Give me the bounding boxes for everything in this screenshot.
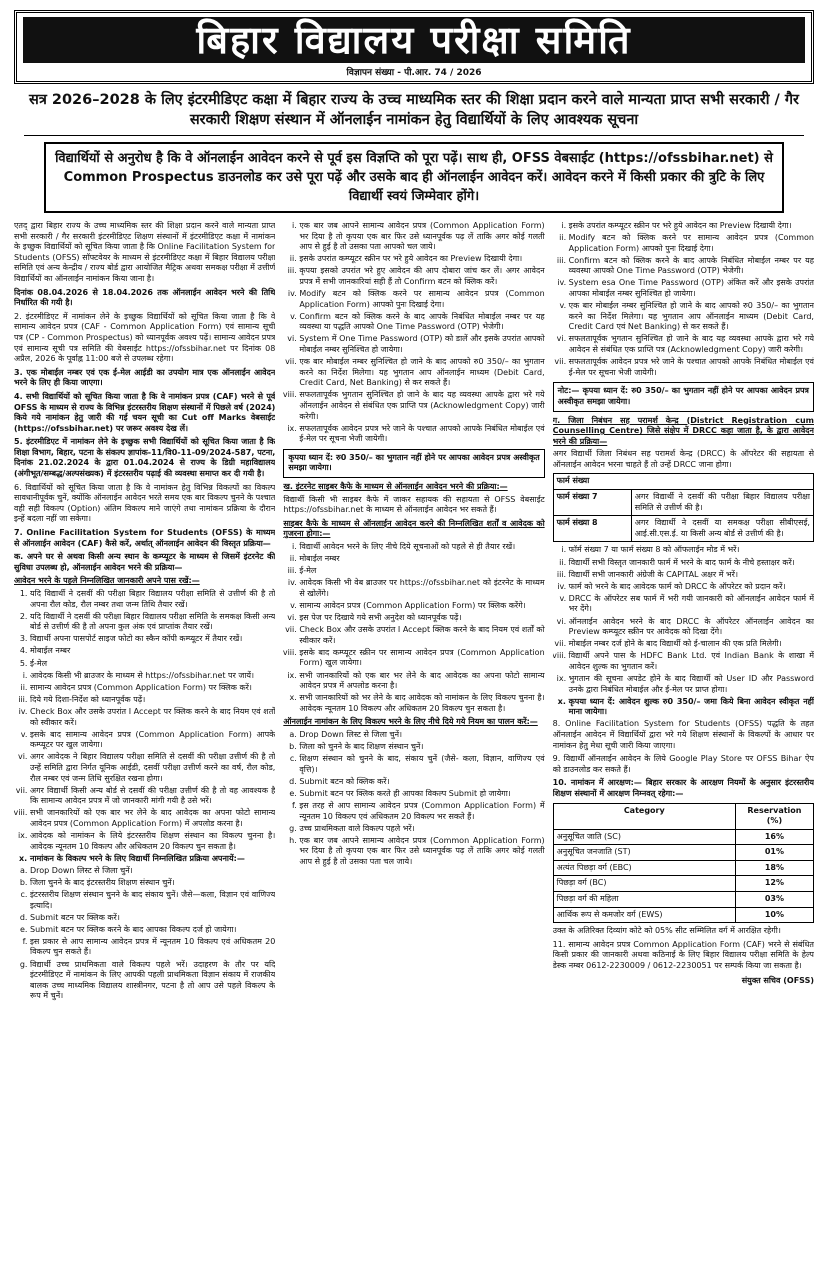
list-d xyxy=(283,221,544,445)
table-cell: आर्थिक रूप से कमजोर वर्ग (EWS) xyxy=(553,907,735,923)
list-item: iii. विद्यार्थी सभी जानकारी अंग्रेजी के CAPITAL अक्षर में भरें। xyxy=(569,570,814,581)
column-3 xyxy=(553,221,814,1249)
table-row xyxy=(553,829,813,845)
table-cell: 12% xyxy=(735,876,813,892)
section-heading-d: ऑनलाईन नामांकन के लिए विकल्प भरने के लिए नीचे दिये गये नियम का पालन करें:— xyxy=(283,717,538,727)
list-item: iv. Check Box और उसके उपरांत I Accept पर क्लिक करने के बाद नियम एवं शर्तों को स्वीकार करें। xyxy=(30,707,275,728)
table-row xyxy=(553,516,813,542)
list-h xyxy=(553,545,814,717)
form-number-table xyxy=(553,473,814,542)
board-title: बिहार विद्यालय परीक्षा समिति xyxy=(23,17,805,63)
signature: संयुक्त सचिव (OFSS) xyxy=(741,975,814,985)
list-item: ix. सफलतापूर्वक आवेदन प्रपत्र भरे जाने के पश्चात आपको आपके निबंधित मोबाईल एवं ई-मेल पर सूचना भेजी जायेगी। xyxy=(299,424,544,445)
table-row xyxy=(553,490,813,516)
list-item: h. एक बार जब आपने सामान्य आवेदन प्रपत्र (Common Application Form) भर दिया है तो कृपया एक बार फिर उसे ध्यानपूर्वक पढ़ लें ताकि अगर कोई गलती आप से हुई है तो उसका पता चल जाये। xyxy=(299,836,544,868)
payment-note-box: कृपया ध्यान दें: रु0 350/– का भुगतान नहीं होने पर आपका आवेदन प्रपत्र अस्वीकृत समझा जायेगा। xyxy=(283,449,544,478)
table-cell: 16% xyxy=(735,829,813,845)
list-item: vii. सफलतापूर्वक आवेदन प्रपत्र भरे जाने के पश्चात आपको आपके निबंधित मोबाईल एवं ई-मेल पर सूचना भेजी जायेगी। xyxy=(569,357,814,378)
table-cell: 10% xyxy=(735,907,813,923)
list-b xyxy=(14,671,275,865)
paragraph-11: 11. सामान्य आवेदन प्रपत्र Common Application Form (CAF) भरने से संबंधित किसी प्रकार की जानकारी अथवा कठिनाई के लिए बिहार विद्यालय परीक्षा समिति के हेल्प डेस्क नम्बर 0612-2230009 / 0612-2230051 पर सम्पर्क किया जा सकता है। xyxy=(552,939,814,971)
table-row xyxy=(553,907,813,923)
list-item: vii. मोबाईल नम्बर दर्ज होने के बाद विद्यार्थी को ई-चालान की एक प्रति मिलेगी। xyxy=(569,639,814,650)
list-item: i. इसके उपरांत कम्प्यूटर स्क्रीन पर भरे हुये आवेदन का Preview दिखायी देगा। xyxy=(569,221,814,232)
section-heading-e: ग. जिला निबंधन सह परामर्श केन्द्र (District Registration cum Counselling Centre) जिसे संक्षेप में DRCC कहा जाता है, के द्वारा आवेदन भरने की प्रक्रिया— xyxy=(552,415,814,446)
reservation-note: उक्त के अतिरिक्त दिव्यांग कोटे को 05% सीट सम्मिलित वर्ग में आरक्षित रहेगी। xyxy=(552,926,781,936)
list-item: iv. Modify बटन को क्लिक करने पर सामान्य आवेदन प्रपत्र (Common Application Form) आपको पुनः दिखाई देगा। xyxy=(299,289,544,310)
table-row xyxy=(553,892,813,908)
table-cell: 01% xyxy=(735,845,813,861)
paragraph-3: 3. एक मोबाईल नम्बर एवं एक ई-मेल आईडी का उपयोग मात्र एक ऑनलाईन आवेदन भरने के लिए ही किया जाएगा। xyxy=(14,367,276,388)
list-item: vi. अगर आवेदक ने बिहार विद्यालय परीक्षा समिति से दसवीं की परीक्षा उत्तीर्ण की है तो उन्हें समिति द्वारा निर्गत यूनिक आईडी, दसवीं परीक्षा उत्तीर्ण करने का वर्ष, रौल कोड, रौल नम्बर एवं जन्म तिथि सुरक्षित रखना होगा। xyxy=(30,752,275,784)
paragraph-7a: क. अपने घर से अथवा किसी अन्य स्थान के कम्प्यूटर के माध्यम से जिसमें इंटरनेट की सुविधा उपलब्ध हो, ऑनलाईन आवेदन भरने की प्रक्रिया— xyxy=(14,552,276,572)
list-item: i. विद्यार्थी आवेदन भरने के लिए नीचे दिये सूचनाओं को पहले से ही तैयार रखें। xyxy=(299,542,544,553)
list-item: 3. विद्यार्थी अपना पासपोर्ट साइज फोटो का स्कैन कॉपी कम्प्यूटर में तैयार रखें। xyxy=(30,634,275,645)
paragraph-4: 4. सभी विद्यार्थियों को सूचित किया जाता है कि वे नामांकन प्रपत्र (CAF) भरने से पूर्व OFSS के माध्यम से राज्य के विभिन्न इंटरस्तरीय शिक्षण संस्थानों में पिछले वर्ष (2024) किये गये नामांकन हेतु जारी की गई चयन सूची का Cut off Marks वेबसाईट (https://ofssbihar.net) पर जरूर अवश्य देख लें। xyxy=(14,391,276,433)
list-a xyxy=(14,589,275,669)
list-item: e. Submit बटन पर क्लिक करते ही आपका विकल्प Submit हो जायेगा। xyxy=(299,789,544,800)
list-item: iii. Confirm बटन को क्लिक करने के बाद आपके निबंधित मोबाईल नम्बर पर यह व्यवस्था आपको One Time Password (OTP) भेजेगी। xyxy=(569,256,814,277)
list-c xyxy=(14,866,275,1002)
list-item: v. DRCC के ऑपरेटर सब फार्म में भरी गयी जानकारी को ऑनलाईन आवेदन फार्म में भर देंगे। xyxy=(569,594,814,615)
body-columns xyxy=(14,221,814,1249)
headline: सत्र 2026–2028 के लिए इंटरमीडिएट कक्षा में बिहार राज्य के उच्च माध्यमिक स्तर की शिक्षा प्रदान करने वाले मान्यता प्राप्त सभी सरकारी / गैर सरकारी शिक्षण संस्थान में ऑनलाईन नामांकन हेतु विद्यार्थियों के लिए आवश्यक सूचना xyxy=(24,90,804,136)
reservation-table xyxy=(553,803,814,924)
paragraph-cyber-cafe: विद्यार्थी किसी भी साइबर कैफे में जाकर सहायक की सहायता से OFSS वेबसाईट https://ofssbihar.net के माध्यम से ऑनलाईन आवेदन भर सकते हैं। xyxy=(283,494,545,515)
list-item: vii. अगर विद्यार्थी किसी अन्य बोर्ड से दसवीं की परीक्षा उत्तीर्ण की है तो वह आवश्यक है कि सामान्य आवेदन प्रपत्र में जो जानकारी मांगी गयी है उसे भरें। xyxy=(30,786,275,807)
list-e xyxy=(283,542,544,714)
list-item: ii. मोबाईल नम्बर xyxy=(299,554,544,565)
list-item: b. जिला को चुनने के बाद शिक्षण संस्थान चुनें। xyxy=(299,742,544,753)
list-item: ix. आवेदक को नामांकन के लिये इंटरस्तरीय शिक्षण संस्थान का विकल्प चुनना है। आवेदक न्यूनतम 10 विकल्प और अधिकतम 20 विकल्प चुन सकता है। xyxy=(30,831,275,852)
list-item: c. इंटरस्तरीय शिक्षण संस्थान चुनने के बाद संकाय चुनें। जैसे—कला, विज्ञान एवं वाणिज्य इत्यादि। xyxy=(30,890,275,911)
table-cell: अगर विद्यार्थी ने दसवीं की परीक्षा बिहार विद्यालय परीक्षा समिति से उत्तीर्ण की है। xyxy=(631,490,813,516)
list-item: vi. इस पेज पर दिखाये गये सभी अनुदेश को ध्यानपूर्वक पढ़ें। xyxy=(299,613,544,624)
list-item: v. Confirm बटन को क्लिक करने के बाद आपके निबंधित मोबाईल नम्बर पर यह व्यवस्था या पद्धति आपको One Time Password (OTP) भेजेगी। xyxy=(299,312,544,333)
section-heading-a: आवेदन भरने के पहले निम्नलिखित जानकारी अपने पास रखें:— xyxy=(14,576,200,586)
list-item: vi. ऑनलाईन आवेदन भरने के बाद DRCC के ऑपरेटर ऑनलाईन आवेदन का Preview कम्प्यूटर स्क्रीन पर आवेदक को दिखा देंगे। xyxy=(569,617,814,638)
list-item: viii. सभी जानकारियों को एक बार भर लेने के बाद आवेदक का अपना फोटो सामान्य आवेदन प्रपत्र (Common Application Form) में अपलोड करना है। xyxy=(30,808,275,829)
table-row xyxy=(553,860,813,876)
list-item: v. इसके बाद सामान्य आवेदन प्रपत्र (Common Application Form) आपके कम्प्यूटर पर खुल जायेगा। xyxy=(30,730,275,751)
advertisement-number: विज्ञापन संख्या - पी.आर. 74 / 2026 xyxy=(346,68,482,78)
list-item: ii. विद्यार्थी सभी विस्तृत जानकारी फार्म में भरने के बाद फार्म के नीचे हस्ताक्षर करें। xyxy=(569,558,814,569)
table-cell: पिछड़ा वर्ग की महिला xyxy=(553,892,735,908)
list-item: iv. आवेदक किसी भी वेब ब्राउजर पर https://ofssbihar.net को इंटरनेट के माध्यम से खोलेंगे। xyxy=(299,578,544,599)
list-item: v. एक बार मोबाईल नम्बर सुनिश्चित हो जाने के बाद आपको रु0 350/– का भुगतान करने का निर्देश मिलेगा। यह भुगतान आप ऑनलाईन माध्यम (Debit Card, Credit Card एवं Net Banking) से कर सकते हैं। xyxy=(569,301,814,333)
list-item: d. Submit बटन को क्लिक करें। xyxy=(299,777,544,788)
paragraph-6: 6. विद्यार्थियों को सूचित किया जाता है कि वे नामांकन हेतु विभिन्न विकल्पों का विकल्प सावधानीपूर्वक चुनें, क्योंकि ऑनलाईन आवेदन भरते समय एक बार विकल्प चुनने के पश्चात वही सही विकल्प (Option) अंतिम विकल्प माने जाएंगे तथा नामांकन प्रक्रिया के दौरान इन्हें बदला नहीं जा सकेगा। xyxy=(14,482,276,524)
table-row xyxy=(553,845,813,861)
list-item: b. जिला चुनने के बाद इंटरस्तरीय शिक्षण संस्थान चुनें। xyxy=(30,878,275,889)
list-item: 1. यदि विद्यार्थी ने दसवीं की परीक्षा बिहार विद्यालय परीक्षा समिति से उत्तीर्ण की है तो अपना रौल कोड, रौल नम्बर तथा जन्म तिथि तैयार रखें। xyxy=(30,589,275,610)
list-item: vii. एक बार मोबाईल नम्बर सुनिश्चित हो जाने के बाद आपको रु0 350/– का भुगतान करने का निर्देश मिलेगा। यह भुगतान आप ऑनलाईन माध्यम (Debit Card, Credit Card, Net Banking) से कर सकते हैं। xyxy=(299,357,544,389)
list-item: i. एक बार जब आपने सामान्य आवेदन प्रपत्र (Common Application Form) भर दिया है तो कृपया एक बार फिर उसे ध्यानपूर्वक पढ़ लें ताकि अगर कोई गलती आप से हुई है तो उसका पता आपको चल जाये। xyxy=(299,221,544,253)
list-item: vii. Check Box और उसके उपरांत I Accept क्लिक करने के बाद नियम एवं शर्तों को स्वीकार करें। xyxy=(299,625,544,646)
list-item: ix. सभी जानकारियों को एक बार भर लेने के बाद आवेदक का अपना फोटो सामान्य आवेदन प्रपत्र में अपलोड करना है। xyxy=(299,671,544,692)
list-item: e. Submit बटन पर क्लिक करने के बाद आपका विकल्प दर्ज हो जायेगा। xyxy=(30,925,275,936)
section-heading-c: साइबर कैफे के माध्यम से ऑनलाईन आवेदन करने की निम्नलिखित शर्तों व आवेदक को गुजरना होगा:— xyxy=(283,518,545,539)
list-item: f. इस तरह से आप सामान्य आवेदन प्रपत्र (Common Application Form) में न्यूनतम 10 विकल्प एवं अधिकतम 20 विकल्प भर सकते हैं। xyxy=(299,801,544,822)
table-cell: पिछड़ा वर्ग (BC) xyxy=(553,876,735,892)
list-item: x. सभी जानकारियों को भर लेने के बाद आवेदक को नामांकन के लिए विकल्प चुनना है। आवेदक न्यूनतम 10 विकल्प और अधिकतम 20 विकल्प चुन सकता है। xyxy=(299,693,544,714)
paragraph-drcc: अगर विद्यार्थी जिला निबंधन सह परामर्श केन्द्र (DRCC) के ऑपरेटर की सहायता से ऑनलाईन आवेदन भरना चाहते हैं तो उन्हें DRCC जाना होगा। xyxy=(552,449,814,469)
list-item: ix. भुगतान की सूचना अपडेट होने के बाद विद्यार्थी को User ID और Password उनके द्वारा निबंधित मोबाईल और ई-मेल पर प्राप्त होगा। xyxy=(569,674,814,695)
list-item: f. इस प्रकार से आप सामान्य आवेदन प्रपत्र में न्यूनतम 10 विकल्प एवं अधिकतम 20 विकल्प चुन सकते हैं। xyxy=(30,937,275,958)
payment-note-box: नोट:— कृपया ध्यान दें: रु0 350/– का भुगतान नहीं होने पर आपका आवेदन प्रपत्र अस्वीकृत समझा जायेगा। xyxy=(553,382,814,411)
table-cell: फार्म संख्या 7 xyxy=(553,490,631,516)
paragraph-2: 2. इंटरमीडिएट में नामांकन लेने के इच्छुक विद्यार्थियों को सूचित किया जाता है कि वे सामान्य आवेदन प्रपत्र (CAF - Common Application Form) एवं सामान्य सूची पत्र (CP - Common Prospectus) को ध्यानपूर्वक अवश्य पढ़ें। सामान्य आवेदन प्रपत्र एवं सामान्य सूची पत्र समिति की वेबसाईट https://ofssbihar.net पर दिनांक 08 अप्रैल, 2026 के पूर्वाह्न 11:00 बजे से उपलब्ध रहेगा। xyxy=(14,311,276,364)
list-item: v. सामान्य आवेदन प्रपत्र (Common Application Form) पर क्लिक करेंगे। xyxy=(299,601,544,612)
list-item: iv. System esa One Time Password (OTP) अंकित करें और इसके उपरांत आपका मोबाईल नम्बर सुनिश्चित हो जायेगा। xyxy=(569,278,814,299)
list-item: a. Drop Down लिस्ट से जिला चुनें। xyxy=(30,866,275,877)
paragraph-8: 8. Online Facilitation System for Students (OFSS) पद्धति के तहत ऑनलाईन आवेदन में विद्यार्थियों द्वारा भरे गये शिक्षण संस्थानों के विकल्पों के आधार पर नामांकन हेतु मेधा सूची जारी किया जाएगा। xyxy=(552,719,814,750)
table-cell: अगर विद्यार्थी ने दसवीं या समकक्ष परीक्षा सीबीएसई, आई.सी.एस.ई. या किसी अन्य बोर्ड से उत्तीर्ण की है। xyxy=(631,516,813,542)
paragraph-7: 7. Online Facilitation System for Students (OFSS) के माध्यम से ऑनलाईन आवेदन (CAF) कैसे करें, अर्थात् ऑनलाईन आवेदन की विस्तृत प्रक्रिया— xyxy=(14,528,276,548)
paragraph-1: एतद् द्वारा बिहार राज्य के उच्च माध्यमिक स्तर की शिक्षा प्रदान करने वाले मान्यता प्राप्त सभी सरकारी / गैर सरकारी इंटरमीडिएट शिक्षण संस्थानों में इंटरमीडिएट कक्षा में नामांकन के इच्छुक विद्यार्थियों को सूचित किया जाता है कि Online Facilitation System for Students (OFSS) सॉफ्टवेयर के माध्यम से इंटरमीडिएट कक्षा में बिहार विद्यालय परीक्षा समिति एवं अन्य केन्द्रीय / राज्य बोर्ड द्वारा आयोजित मैट्रिक अथवा समकक्ष परीक्षा में उत्तीर्ण विद्यार्थियों का ऑनलाईन नामांकन किया जाना है। xyxy=(14,221,276,283)
list-g xyxy=(553,221,814,378)
masthead xyxy=(14,10,814,84)
table-header-row xyxy=(553,803,813,829)
table-cell: अनुसूचित जनजाति (ST) xyxy=(553,845,735,861)
list-item: iii. ई-मेल xyxy=(299,566,544,577)
list-item: iii. कृपया इसको उपरांत भरे हुए आवेदन की आप दोबारा जांच कर लें। अगर आवेदन प्रपत्र में सभी जानकारियां सही हैं तो Confirm बटन को क्लिक करें। xyxy=(299,266,544,287)
list-f xyxy=(283,730,544,868)
table-header: Reservation (%) xyxy=(735,803,813,829)
list-item: a. Drop Down लिस्ट से जिला चुनें। xyxy=(299,730,544,741)
table-cell: 03% xyxy=(735,892,813,908)
table-header: फार्म संख्या xyxy=(553,474,813,490)
list-item: vi. System में One Time Password (OTP) को डालें और इसके उपरांत आपको मोबाईल नम्बर सुनिश्चित हो जायेगा। xyxy=(299,334,544,355)
list-item: viii. सफलतापूर्वक भुगतान सुनिश्चित हो जाने के बाद यह व्यवस्था आपके द्वारा भरे गये ऑनलाईन आवेदन से संबंधित एक प्राप्ति पत्र (Acknowledgment Copy) जारी करेगी। xyxy=(299,390,544,422)
table-cell: 18% xyxy=(735,860,813,876)
section-heading-b: ख. इंटरनेट साइबर कैफे के माध्यम से ऑनलाईन आवेदन भरने की प्रक्रिया:— xyxy=(283,482,508,492)
paragraph-9: 9. विद्यार्थी ऑनलाईन आवेदन के लिये Google Play Store पर OFSS Bihar ऐप को डाउनलोड कर सकते हैं। xyxy=(552,754,814,774)
list-item: iii. दिये गये दिशा-निर्देश को ध्यानपूर्वक पढ़ें। xyxy=(30,695,275,706)
list-item: 5. ई-मेल xyxy=(30,659,275,670)
table-row xyxy=(553,876,813,892)
list-item: d. Submit बटन पर क्लिक करें। xyxy=(30,913,275,924)
list-item: 2. यदि विद्यार्थी ने दसवीं की परीक्षा बिहार विद्यालय परीक्षा समिति के समकक्ष किसी अन्य बोर्ड से उत्तीर्ण की है तो अपना कुल अंक एवं प्राप्तांक तैयार रखें। xyxy=(30,612,275,633)
list-item: g. उच्च प्राथमिकता वाले विकल्प पहले भरें। xyxy=(299,824,544,835)
list-item: c. शिक्षण संस्थान को चुनने के बाद, संकाय चुनें (जैसे- कला, विज्ञान, वाणिज्य एवं वृत्ति)। xyxy=(299,754,544,775)
column-1 xyxy=(14,221,275,1249)
list-item: iv. फार्म को भरने के बाद आवेदक फार्म को DRCC के ऑपरेटर को प्रदान करें। xyxy=(569,582,814,593)
list-item: x. कृपया ध्यान दें: आवेदन शुल्क रु0 350/– जमा किये बिना आवेदन स्वीकृत नहीं माना जायेगा। xyxy=(569,697,814,718)
list-item: x. नामांकन के विकल्प भरने के लिए विद्यार्थी निम्नलिखित प्रक्रिया अपनायें:— xyxy=(30,854,275,865)
table-cell: अनुसूचित जाति (SC) xyxy=(553,829,735,845)
list-item: i. फॉर्म संख्या 7 या फार्म संख्या 8 को ऑफलाईन मोड में भरें। xyxy=(569,545,814,556)
application-dates: दिनांक 08.04.2026 से 18.04.2026 तक ऑनलाईन आवेदन भरने की तिथि निर्धारित की गयी है। xyxy=(14,287,276,308)
table-header: Category xyxy=(553,803,735,829)
paragraph-5: 5. इंटरमीडिएट में नामांकन लेने के इच्छुक सभी विद्यार्थियों को सूचित किया जाता है कि शिक्षा विभाग, बिहार, पटना के संकल्प ज्ञापांक-11/वि0-11-09/2024-587, पटना, दिनांक 21.02.2024 के द्वारा 01.04.2024 से राज्य के डिग्री महाविद्यालय (अंगीभूत/सम्बद्ध/अल्पसंख्यक) में इंटरस्तरीय पढ़ाई की व्यवस्था समाप्त कर दी गयी है। xyxy=(14,437,276,479)
list-item: 4. मोबाईल नम्बर xyxy=(30,646,275,657)
important-notice: विद्यार्थियों से अनुरोध है कि वे ऑनलाईन आवेदन करने से पूर्व इस विज्ञप्ति को पूरा पढ़ें। साथ ही, OFSS वेबसाईट (https://ofssbihar.net) से Common Prospectus डाउनलोड कर उसे पूरा पढ़ें और उसके बाद ही ऑनलाईन आवेदन करें। आवेदन करने में किसी प्रकार की त्रुटि के लिए विद्यार्थी स्वयं जिम्मेवार होंगे। xyxy=(44,142,784,213)
list-item: viii. इसके बाद कम्प्यूटर स्क्रीन पर सामान्य आवेदन प्रपत्र (Common Application Form) खुल जायेगा। xyxy=(299,648,544,669)
list-item: viii. विद्यार्थी अपने पास के HDFC Bank Ltd. एवं Indian Bank के शाखा में आवेदन शुल्क का भुगतान करें। xyxy=(569,651,814,672)
list-item: ii. सामान्य आवेदन प्रपत्र (Common Application Form) पर क्लिक करें। xyxy=(30,683,275,694)
table-cell: फार्म संख्या 8 xyxy=(553,516,631,542)
list-item: ii. इसके उपरांत कम्प्यूटर स्क्रीन पर भरे हुये आवेदन का Preview दिखायी देगा। xyxy=(299,254,544,265)
paragraph-10: 10. नामांकन में आरक्षण:— बिहार सरकार के आरक्षण नियमों के अनुसार इंटरस्तरीय शिक्षण संस्थानों में आरक्षण निम्नवत् रहेगा:— xyxy=(552,778,814,798)
table-cell: अत्यंत पिछड़ा वर्ग (EBC) xyxy=(553,860,735,876)
list-item: ii. Modify बटन को क्लिक करने पर सामान्य आवेदन प्रपत्र (Common Application Form) आपको पुनः दिखाई देगा। xyxy=(569,233,814,254)
column-2 xyxy=(283,221,544,1249)
list-item: g. विद्यार्थी उच्च प्राथमिकता वाले विकल्प पहले भरें। उदाहरण के तौर पर यदि इंटरमीडिएट में नामांकन के लिए आपकी पहली प्राथमिकता विज्ञान संकाय में राजकीय बालक उच्च माध्यमिक विद्यालय शास्त्रीनगर, पटना है तो आप उसे पहले विकल्प के रूप में चुनें। xyxy=(30,960,275,1002)
list-item: i. आवेदक किसी भी ब्राउजर के माध्यम से https://ofssbihar.net पर जायें। xyxy=(30,671,275,682)
list-item: vi. सफलतापूर्वक भुगतान सुनिश्चित हो जाने के बाद यह व्यवस्था आपके द्वारा भरे गये आवेदन से संबंधित एक प्राप्ति पत्र (Acknowledgment Copy) जारी करेगी। xyxy=(569,334,814,355)
